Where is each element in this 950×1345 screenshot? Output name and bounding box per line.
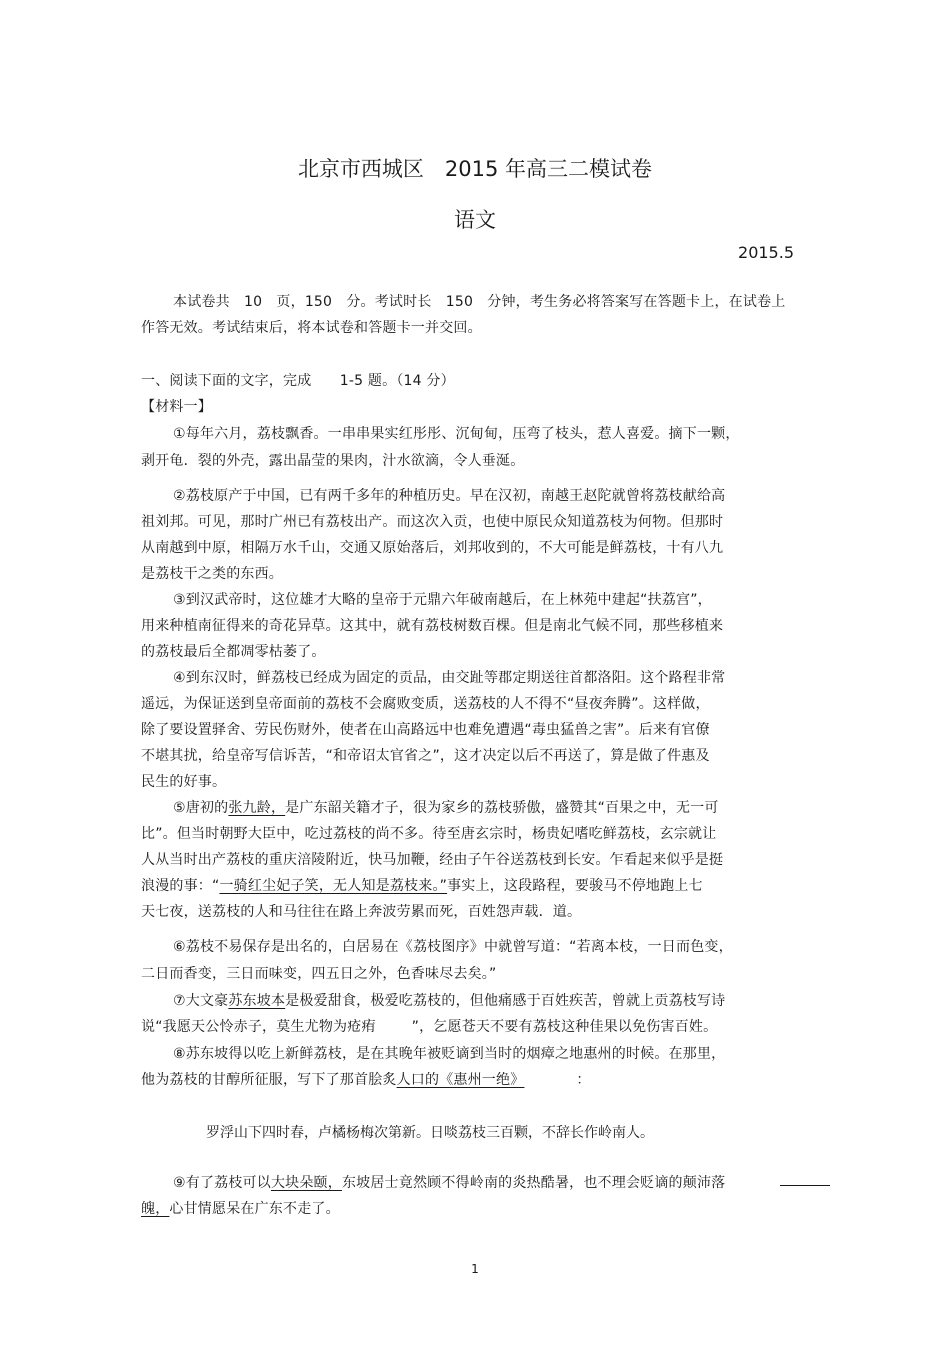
exam-title: 北京市西城区 2015 年高三二模试卷 [297,157,653,181]
material-label: 【材料一】 [141,399,212,415]
p7-text: ”，乞愿苍天不要有荔枝这种佳果以免伤害百姓。 [411,1019,718,1035]
instructions-line-2: 作答无效。考试结束后，将本试卷和答题卡一并交回。 [141,320,482,336]
p2-line-3: 从南越到中原，相隔万水千山，交通又原始落后，刘邦收到的，不大可能是鲜荔枝，十有八九 [141,540,724,556]
p5-line-1 [173,797,719,817]
p2-line-1: ②荔枝原产于中国，已有两千多年的种植历史。早在汉初，南越王赵陀就曾将荔枝献给高 [173,488,726,504]
underlined-phrase: 一骑红尘妃子笑，无人知是荔枝来。” [219,878,448,894]
p3-line-2: 用来种植南征得来的奇花异草。这其中，就有荔枝树数百棵。但是南北气候不同，那些移植来 [141,618,724,634]
underlined-phrase: 苏东坡本 [228,993,286,1009]
p9-text: ⑨有了荔枝可以 [173,1175,271,1191]
p5-line-5: 天七夜，送荔枝的人和马往往在路上奔波劳累而死，百姓怨声载．道。 [141,904,582,920]
subject-title: 语文 [454,208,496,232]
p7-text: 说“我愿天公怜赤子，莫生尤物为疮痏 [141,1019,376,1035]
p9-line-1 [173,1172,725,1192]
p8-line-2 [141,1069,591,1089]
p5-text: ⑤唐初的 [173,800,229,816]
p4-line-1: ④到东汉时，鲜荔枝已经成为固定的贡品，由交趾等郡定期送往首都洛阳。这个路程非常 [173,670,726,686]
underlined-phrase: 人口的《惠州一绝》 [396,1072,525,1088]
p3-line-3: 的荔枝最后全都凋零枯萎了。 [141,644,326,660]
p5-text: 事实上，这段路程，要骏马不停地跑上七 [447,878,703,894]
p7-line-1 [173,990,725,1010]
page-number: 1 [471,1262,479,1276]
p5-line-3: 人从当时出产荔枝的重庆涪陵附近，快马加鞭，经由子午谷送荔枝到长安。乍看起来似乎是挺 [141,852,724,868]
p2-line-4: 是荔枝干之类的东西。 [141,566,283,582]
p5-text: 浪漫的事：“ [141,878,220,894]
p9-line-2 [141,1198,340,1218]
underlined-phrase: 大块朵颐， [270,1175,342,1191]
p8-text: ： [576,1072,591,1088]
section-heading: 一、阅读下面的文字，完成 1-5 题。（14 分） [141,373,455,389]
p8-text: 他为荔枝的甘醇所征服，写下了那首脍炙 [141,1072,397,1088]
p6-line-2: 二日而香变，三日而味变，四五日之外，色香味尽去矣。” [141,966,497,982]
p1-line-2: 剥开龟．裂的外壳，露出晶莹的果肉，汁水欲滴，令人垂涎。 [141,453,525,469]
p2-line-2: 祖刘邦。可见，那时广州已有荔枝出产。而这次入贡，也使中原民众知道荔枝为何物。但那时 [141,514,724,530]
p3-line-1: ③到汉武帝时，这位雄才大略的皇帝于元鼎六年破南越后，在上林苑中建起“扶荔宫”， [173,592,712,608]
p5-line-4 [141,875,703,895]
p7-text: 是极爱甜食，极爱吃荔枝的，但他痛感于百姓疾苦，曾就上贡荔枝写诗 [285,993,726,1009]
p6-line-1: ⑥荔枝不易保存是出名的，白居易在《荔枝图序》中就曾写道：“若离本枝，一日而色变， [173,939,733,955]
p9-text: 东坡居士竟然顾不得岭南的炎热酷暑，也不理会贬谪的颠沛落 [341,1175,726,1191]
p9-text: 心甘情愿呆在广东不走了。 [169,1201,340,1217]
answer-blank [780,1175,830,1186]
poem-text: 罗浮山下四时春，卢橘杨梅次第新。日啖荔枝三百颗，不辞长作岭南人。 [206,1125,654,1141]
p8-line-1: ⑧苏东坡得以吃上新鲜荔枝，是在其晚年被贬谪到当时的烟瘴之地惠州的时候。在那里， [173,1046,726,1062]
p5-text: 是广东韶关籍才子，很为家乡的荔枝骄傲，盛赞其“百果之中，无一可 [285,800,719,816]
p7-line-2 [141,1016,717,1036]
exam-date: 2015.5 [738,243,794,262]
underlined-phrase: 张九龄， [228,800,286,816]
p1-line-1: ①每年六月，荔枝飘香。一串串果实红彤彤、沉甸甸，压弯了枝头，惹人喜爱。摘下一颗， [173,426,740,442]
p7-text: ⑦大文豪 [173,993,229,1009]
p4-line-5: 民生的好事。 [141,774,227,790]
underlined-phrase: 魄， [141,1201,170,1217]
instructions-line-1: 本试卷共 10 页，150 分。考试时长 150 分钟，考生务必将答案写在答题卡上，在试卷上 [173,294,786,310]
p4-line-3: 除了要设置驿舍、劳民伤财外，使者在山高路远中也难免遭遇“毒虫猛兽之害”。后来有官僚 [141,722,710,738]
p4-line-4: 不堪其扰，给皇帝写信诉苦，“和帝诏太官省之”，这才决定以后不再送了，算是做了件惠及 [141,748,710,764]
p5-line-2: 比”。但当时朝野大臣中，吃过荔枝的尚不多。待至唐玄宗时，杨贵妃嗜吃鲜荔枝，玄宗就让 [141,826,717,842]
p4-line-2: 遥远，为保证送到皇帝面前的荔枝不会腐败变质，送荔枝的人不得不“昼夜奔腾”。这样做， [141,696,710,712]
